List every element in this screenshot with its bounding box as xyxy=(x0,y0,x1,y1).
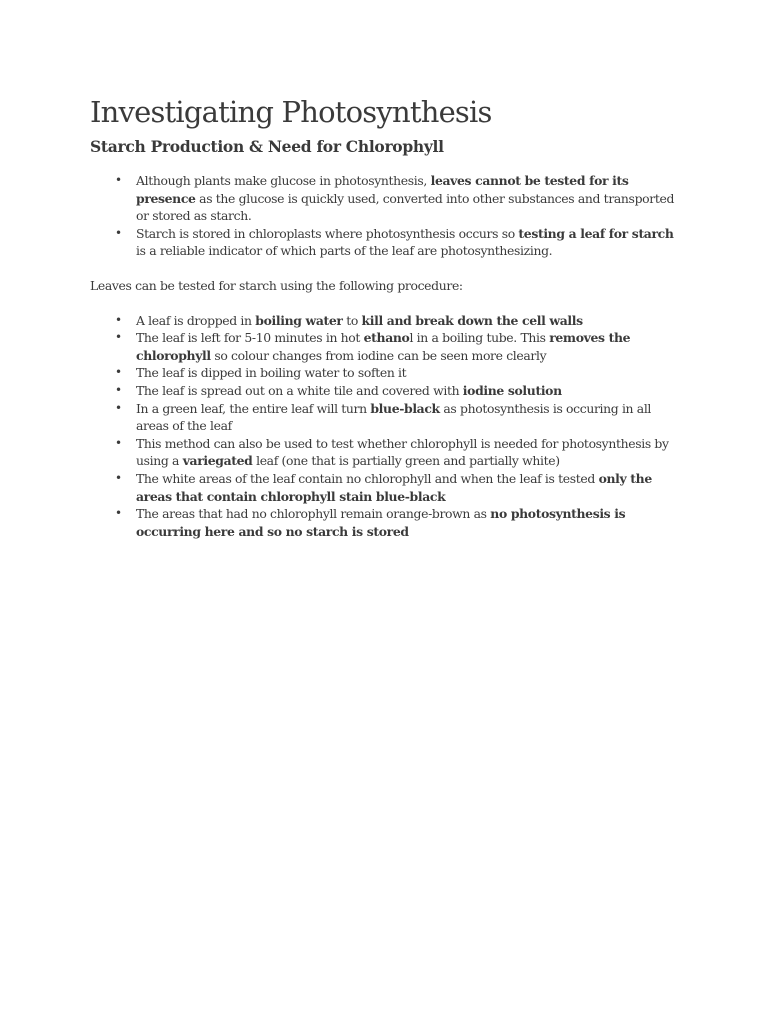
page-subtitle: Starch Production & Need for Chlorophyll xyxy=(90,137,444,156)
list-item: • Starch is stored in chloroplasts where photosynthesis occurs so testing a leaf for starch is a reliable indicator of which parts of the leaf are photosynthesizing. xyxy=(136,225,680,260)
procedure-bullet-list xyxy=(90,312,680,541)
document-page xyxy=(90,90,680,540)
intro-bullet-list xyxy=(90,172,680,260)
page-title: Investigating Photosynthesis xyxy=(90,95,492,129)
list-item: • The leaf is left for 5-10 minutes in hot ethanol in a boiling tube. This removes the chlorophyll so colour changes from iodine can be seen more clearly xyxy=(136,329,680,364)
list-item: • This method can also be used to test whether chlorophyll is needed for photosynthesis by using a variegated leaf (one that is partially green and partially white) xyxy=(136,435,680,470)
list-item: • The areas that had no chlorophyll remain orange-brown as no photosynthesis is occurring here and so no starch is stored xyxy=(136,505,680,540)
list-item: • A leaf is dropped in boiling water to kill and break down the cell walls xyxy=(136,312,680,330)
list-item: • Although plants make glucose in photosynthesis, leaves cannot be tested for its presence as the glucose is quickly used, converted into other substances and transported or stored as starch. xyxy=(136,172,680,225)
list-item: • The leaf is dipped in boiling water to soften it xyxy=(136,364,680,382)
list-item: • The leaf is spread out on a white tile and covered with iodine solution xyxy=(136,382,680,400)
procedure-intro: Leaves can be tested for starch using the following procedure: xyxy=(90,277,463,293)
list-item: • The white areas of the leaf contain no chlorophyll and when the leaf is tested only the areas that contain chlorophyll stain blue-black xyxy=(136,470,680,505)
list-item: • In a green leaf, the entire leaf will turn blue-black as photosynthesis is occuring in all areas of the leaf xyxy=(136,400,680,435)
